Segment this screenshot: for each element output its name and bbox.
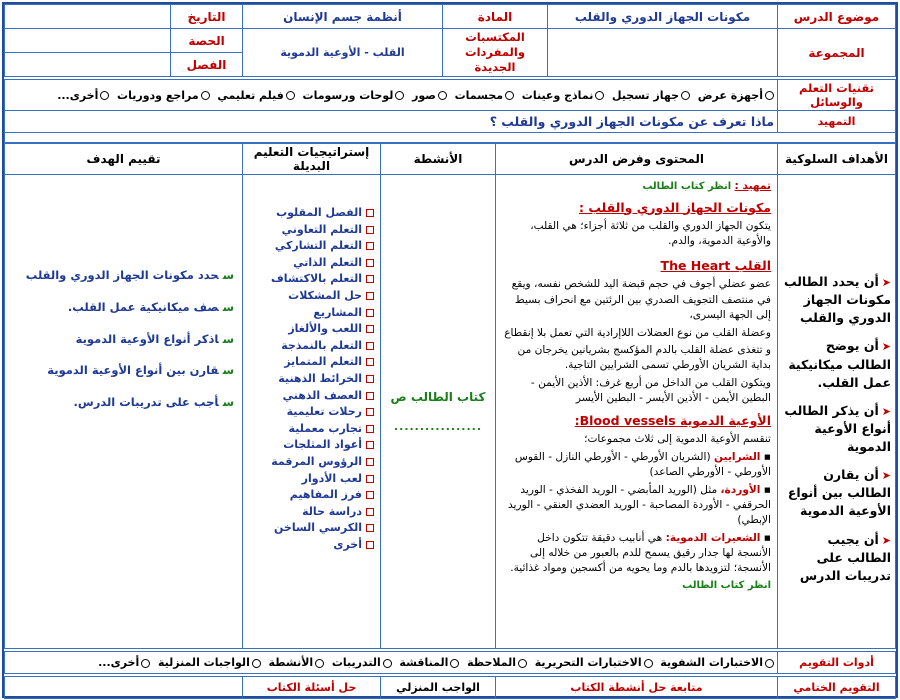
activities-cell [381,175,496,649]
radio-circle-icon [765,91,774,100]
objective-item: ➤أن يحدد الطالب مكونات الجهاز الدوري والقلب [784,274,891,326]
tool-option[interactable]: صور [412,89,447,102]
content-footer: انظر كتاب الطالب [682,579,771,591]
content-paragraph: وعضلة القلب من نوع العضلات اللاإرادية التي تعمل بلا إنقطاع [504,326,771,339]
assessment-option[interactable]: الاختبارات التحريرية [535,656,653,669]
arrow-left-icon: ➤ [881,340,891,354]
strategies-cell [243,175,381,649]
content-bullet: ▪ الشرايين (الشريان الأورطي - الأورطي النازل - القوس الأورطي - الأورطي الصاعد) [514,450,771,479]
col-strategies: إستراتيجيات التعليم البديلة [243,144,381,175]
homework-label: الواجب المنزلي [381,677,496,699]
objectives-cell [778,175,896,649]
content-paragraph: تنقسم الأوعية الدموية إلى ثلاث مجموعات؛ [584,433,771,446]
checkbox-icon [366,375,374,383]
content-paragraph: و تتغذى عضلة القلب بالدم المؤكسج بشريانين يخرجان من بداية الشريان الأورطي تسمى الشرايين التاجية. [517,343,771,372]
content-heading: مكونات الجهاز الدوري والقلب : [578,199,771,215]
content-intro-text: انظر كتاب الطالب [642,181,732,192]
radio-circle-icon [395,91,404,100]
checkbox-icon [366,325,374,333]
checkbox-icon [366,242,374,250]
strategy-item[interactable]: رحلات تعليمية [247,404,374,421]
content-heading: القلب The Heart [660,258,771,274]
main-table [4,143,896,649]
assessment-label: أدوات التقويم [778,652,896,674]
subject-label: المادة [443,5,548,29]
strategy-item[interactable]: التعلم بالنمذجة [247,338,374,355]
vocab-label: المكتسبات والمفردات الجديدة [443,29,548,77]
arrow-left-icon: ➤ [881,404,891,418]
strategies-list [247,205,374,553]
radio-circle-icon [252,659,261,668]
radio-circle-icon [450,659,459,668]
checkbox-icon [366,508,374,516]
strategy-item[interactable]: المشاريع [247,305,374,322]
assessment-option[interactable]: الواجبات المنزلية [158,656,261,669]
strategy-item[interactable]: حل المشكلات [247,288,374,305]
arrow-left-icon: ➤ [881,469,891,483]
tools-options [5,80,778,111]
radio-circle-icon [644,659,653,668]
strategy-item[interactable]: اللعب والألغاز [247,321,374,338]
strategy-item[interactable]: دراسة حالة [247,504,374,521]
content-heading: الأوعية الدموية Blood vessels: [574,413,771,429]
checkbox-icon [366,392,374,400]
final-table [4,676,896,699]
col-content: المحتوى وفرض الدرس [496,144,778,175]
lesson-plan-sheet [2,2,898,698]
checkbox-icon [366,275,374,283]
checkbox-icon [366,259,374,267]
checkbox-icon [366,524,374,532]
tool-option[interactable]: نماذج وعينات [522,89,605,102]
strategy-item[interactable]: الفصل المقلوب [247,205,374,222]
col-activities: الأنشطة [381,144,496,175]
checkbox-icon [366,425,374,433]
arrow-left-icon: ➤ [881,533,891,547]
assessment-option[interactable]: التدريبات [332,656,392,669]
strategy-item[interactable]: التعلم بالاكتشاف [247,271,374,288]
checkbox-icon [366,309,374,317]
evaluation-item: سقارن بين أنواع الأوعية الدموية [47,363,234,378]
content-bullet: ▪ الشعيرات الدموية: هي أنابيب دقيقة تتكون داخل الأنسجة لها جدار رقيق يسمح للدم بالعبور من خلاله إلى الأنسجة؛ لتزويدها بالدم وما يحويه من أكسجين ومواد غذائية. [510,531,771,575]
objective-item: ➤أن يذكر الطالب أنواع الأوعية الدموية [784,402,891,454]
radio-circle-icon [438,91,447,100]
tool-option[interactable]: أخرى... [57,89,109,102]
objective-item: ➤أن يجيب الطالب على تدريبات الدرس [799,531,891,583]
checkbox-icon [366,358,374,366]
date-label: التاريخ [171,5,243,29]
evaluation-item: سصف ميكانيكية عمل القلب. [67,299,234,314]
strategy-item[interactable]: التعلم المتمايز [247,354,374,371]
content-bullet: ▪ الأوردة، مثل (الوريد المأبضي - الوريد الفخذي - الوريد الحرقفي - الأوردة المصاحبة - الوريد العضدي العنقي - الوريد الإبطي) [507,483,771,527]
tool-option[interactable]: لوحات ورسومات [303,89,405,102]
strategy-item[interactable]: تجارب معملية [247,421,374,438]
group-label: المجموعة [778,29,896,77]
content-paragraph: عضو عضلي أجوف في حجم قبضة اليد للشخص نفسه، ويقع في منتصف التجويف الصدري بين الرئتين مع انحراف بسيط إلى الجهة اليسرى، [511,278,771,322]
evaluation-item: سحدد مكونات الجهاز الدوري والقلب [25,268,234,282]
strategy-item[interactable]: التعلم الذاتي [247,255,374,272]
checkbox-icon [366,441,374,449]
strategy-item[interactable]: فرز المفاهيم [247,487,374,504]
strategy-item[interactable]: الكرسي الساخن [247,520,374,537]
group-value[interactable] [548,29,778,77]
radio-circle-icon [286,91,295,100]
final-empty [5,677,243,699]
content-cell [496,175,778,649]
vocab-value: القلب - الأوعية الدموية [243,29,443,77]
assessment-option[interactable]: أخرى... [98,656,150,669]
radio-circle-icon [141,659,150,668]
class-label: الفصل [171,53,243,77]
strategy-item[interactable]: التعلم التشاركي [247,238,374,255]
radio-circle-icon [681,91,690,100]
evaluation-cell [5,175,243,649]
radio-circle-icon [201,91,210,100]
subject-value: أنظمة جسم الإنسان [243,5,443,29]
checkbox-icon [366,342,374,350]
period-value[interactable] [5,29,171,53]
topic-value: مكونات الجهاز الدوري والقلب [548,5,778,29]
checkbox-icon [366,475,374,483]
strategy-item[interactable]: العصف الذهني [247,388,374,405]
content-paragraph: ويتكون القلب من الداخل من أربع غرف: الأذين الأيمن - البطين الأيمن - الأذين الأيسر - البطين الأيسر [530,376,771,404]
assessment-option[interactable]: المناقشة [399,656,459,669]
tool-option[interactable]: مجسمات [455,89,515,102]
radio-circle-icon [315,659,324,668]
assessment-option[interactable]: الأنشطة [269,656,325,669]
strategy-item[interactable]: أخرى [247,537,374,554]
intro-label: التمهيد [778,111,896,133]
final-value: متابعة حل أنشطة الكتاب [496,677,778,699]
objective-item: ➤أن يوضح الطالب ميكانيكية عمل القلب. [788,338,891,390]
arrow-left-icon: ➤ [881,276,891,289]
final-label: التقويم الختامي [778,677,896,699]
evaluation-item: ساذكر أنواع الأوعية الدموية [75,331,234,346]
radio-circle-icon [518,659,527,668]
radio-circle-icon [505,91,514,100]
date-value[interactable] [5,5,171,29]
checkbox-icon [366,408,374,416]
tool-option[interactable]: فيلم تعليمي [217,89,294,102]
assessment-table [4,651,896,674]
content-paragraph: يتكون الجهاز الدوري والقلب من ثلاثة أجزاء؛ هي القلب، والأوعية الدموية، والدم. [530,219,771,247]
radio-circle-icon [100,91,109,100]
tools-table [4,79,896,143]
tool-option[interactable]: أجهزة عرض [698,89,774,102]
strategy-item[interactable]: الخرائط الذهنية [247,371,374,388]
assessment-option[interactable]: الاختبارات الشفوية [660,656,774,669]
radio-circle-icon [765,659,774,668]
checkbox-icon [366,458,374,466]
class-value[interactable] [5,53,171,77]
assessment-options [5,652,778,674]
homework-value: حل أسئلة الكتاب [243,677,381,699]
content-intro-label: تمهيد : [734,180,771,192]
strategy-item[interactable]: أعواد المثلجات [247,437,374,454]
topic-label: موضوع الدرس [778,5,896,29]
tool-option[interactable]: جهاز تسجيل [612,89,690,102]
strategy-item[interactable]: التعلم التعاوني [247,222,374,239]
strategy-item[interactable]: الرؤوس المرقمة [247,454,374,471]
evaluation-item: سأجب على تدريبات الدرس. [73,395,234,410]
header-table [4,4,896,77]
activities-dots[interactable]: ................. [393,420,483,433]
objective-item: ➤أن يقارن الطالب بين أنواع الأوعية الدموية [787,467,891,519]
col-objectives: الأهداف السلوكية [778,144,896,175]
checkbox-icon [366,292,374,300]
checkbox-icon [366,209,374,217]
checkbox-icon [366,541,374,549]
radio-circle-icon [383,659,392,668]
period-label: الحصة [171,29,243,53]
activities-book: كتاب الطالب ص [390,390,486,404]
checkbox-icon [366,491,374,499]
tool-option[interactable]: مراجع ودوريات [117,89,210,102]
intro-question: ماذا تعرف عن مكونات الجهاز الدوري والقلب ؟ [5,111,778,133]
assessment-option[interactable]: الملاحظة [467,656,527,669]
col-evaluation: تقييم الهدف [5,144,243,175]
radio-circle-icon [595,91,604,100]
strategy-item[interactable]: لعب الأدوار [247,471,374,488]
tools-label: تقنيات التعلم والوسائل [778,80,896,111]
divider [5,133,896,143]
checkbox-icon [366,226,374,234]
